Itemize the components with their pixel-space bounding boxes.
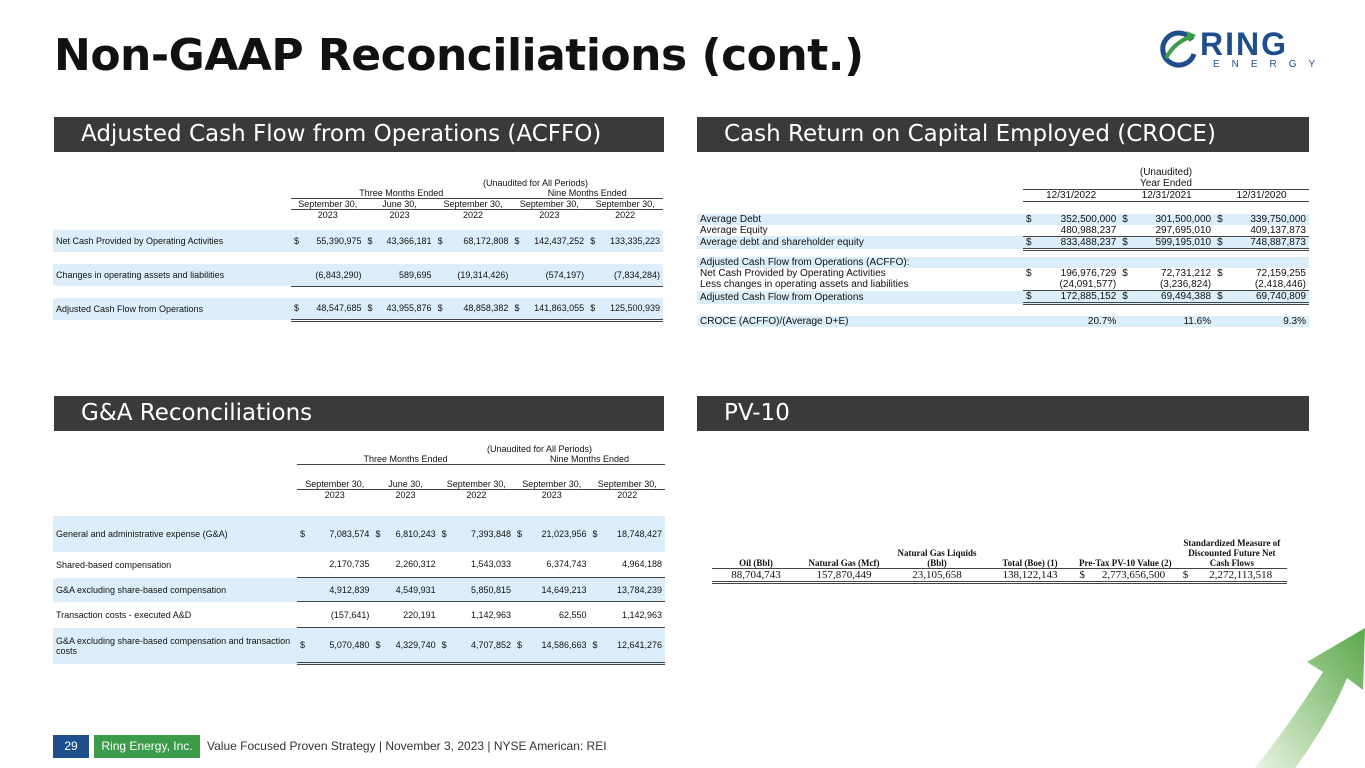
table-cell: Less changes in operating assets and liabilities (700, 279, 909, 291)
table-row (53, 516, 665, 552)
table-cell: $ (592, 528, 598, 539)
table-cell: $ (439, 628, 454, 664)
table-cell: $ (587, 298, 599, 320)
table-cell: September 30, (439, 479, 514, 490)
table-cell: 4,707,852 (453, 628, 514, 664)
table-cell (372, 552, 385, 578)
table-cell: 6,810,243 (395, 528, 436, 539)
table-cell: Changes in operating assets and liabilities (56, 270, 225, 280)
table-cell: 18,748,427 (616, 528, 662, 539)
ga-unaudited: (Unaudited for All Periods) (486, 444, 593, 454)
table-cell: Pre-Tax PV-10 Value (2) (1079, 558, 1172, 568)
table-cell: $ (297, 628, 312, 664)
table-cell: 14,586,663 (527, 628, 589, 664)
table-cell: CROCE (ACFFO)/(Average D+E) (700, 315, 849, 327)
table-cell: (6,843,290) (304, 264, 365, 286)
table-cell: 5,070,480 (312, 628, 373, 664)
table-cell: 589,695 (377, 264, 435, 286)
table-cell: 2023 (539, 210, 560, 220)
table-cell: Average debt and shareholder equity (700, 237, 864, 248)
table-row (697, 291, 1309, 304)
table-row (697, 257, 1309, 268)
table-cell: 1,142,963 (603, 602, 665, 628)
table-cell: 11.6% (1183, 315, 1212, 327)
table-cell: $ (1217, 213, 1223, 225)
ga-col-dates (53, 479, 665, 490)
table-cell: 43,366,181 (386, 236, 432, 246)
table-cell: $ (590, 236, 596, 246)
table-cell: $ (441, 528, 447, 539)
table-cell: $ (1023, 236, 1038, 249)
table-cell: $ (514, 236, 520, 246)
table-cell: Oil (Bbl) (739, 558, 773, 568)
table-cell (1119, 279, 1134, 291)
table-cell (291, 264, 304, 286)
table-cell: General and administrative expense (G&A) (56, 528, 228, 539)
table-cell: $ (511, 298, 523, 320)
ga-section-header: G&A Reconciliations (54, 396, 664, 431)
table-cell: $ (294, 236, 300, 246)
growth-arrow-icon (1245, 620, 1365, 768)
table-cell (511, 264, 523, 286)
acffo-col-years (53, 210, 663, 221)
ga-col-years (53, 489, 665, 500)
table-cell: 14,649,213 (527, 578, 589, 602)
table-cell: 4,329,740 (385, 628, 438, 664)
table-cell (1119, 316, 1134, 327)
table-row (53, 578, 665, 602)
table-cell: $ (1119, 236, 1134, 249)
table-cell: Adjusted Cash Flow from Operations (56, 304, 204, 314)
table-cell: Natural Gas Liquids (Bbl) (897, 548, 977, 568)
table-cell: 2023 (389, 210, 410, 220)
table-cell: $ (1217, 268, 1223, 279)
table-cell: 2,260,312 (385, 552, 438, 578)
table-cell (372, 602, 385, 628)
table-cell: $ (375, 528, 381, 539)
table-cell: 12,641,276 (603, 628, 665, 664)
table-cell: (574,197) (524, 264, 587, 286)
table-cell: $ (1119, 291, 1134, 304)
table-cell: 2,272,113,518 (1194, 569, 1287, 583)
table-cell: $ (1023, 291, 1038, 304)
table-cell: 4,964,188 (603, 552, 665, 578)
ring-arrow-icon (1156, 28, 1198, 70)
table-cell (1214, 316, 1229, 327)
table-cell (439, 578, 454, 602)
table-cell: $ (1122, 268, 1128, 279)
table-cell: 2022 (617, 489, 638, 500)
table-row (697, 268, 1309, 279)
table-cell (1023, 316, 1038, 327)
footer-tagline: Value Focused Proven Strategy | November 3, 2023 | NYSE American: REI (207, 739, 607, 753)
table-row (697, 279, 1309, 291)
croce-table (697, 167, 1309, 327)
table-cell: Transaction costs - executed A&D (56, 609, 192, 620)
table-cell: $ (1026, 268, 1032, 279)
table-row (53, 628, 665, 664)
table-cell: (24,091,577) (1038, 279, 1119, 291)
acffo-section-header: Adjusted Cash Flow from Operations (ACFFO) (54, 117, 664, 152)
table-cell: 352,500,000 (1060, 213, 1117, 225)
table-cell: 480,988,237 (1038, 225, 1119, 237)
table-cell (589, 578, 602, 602)
table-cell: 133,335,223 (609, 236, 660, 246)
table-cell: (7,834,284) (600, 264, 663, 286)
company-name: Ring Energy, Inc. (94, 735, 200, 758)
table-cell: 69,494,388 (1134, 291, 1214, 304)
pv10-section-header: PV-10 (697, 396, 1309, 431)
croce-unaudited: (Unaudited) (1139, 167, 1193, 178)
table-cell: 55,390,975 (316, 236, 362, 246)
table-cell (435, 264, 447, 286)
pv10-values (712, 569, 1287, 583)
table-cell: 2,170,735 (312, 552, 373, 578)
table-cell: 69,740,809 (1229, 291, 1309, 304)
table-cell: 2023 (324, 489, 345, 500)
table-cell (297, 602, 312, 628)
table-row (53, 264, 663, 286)
table-cell: 339,750,000 (1250, 213, 1306, 225)
table-cell: 748,887,873 (1229, 236, 1309, 249)
table-cell: September 30, (511, 199, 587, 210)
table-cell: $ (367, 236, 373, 246)
table-cell: $ (1074, 569, 1090, 583)
pv10-table (712, 538, 1287, 584)
table-cell: 48,547,685 (304, 298, 365, 320)
table-cell: September 30, (291, 199, 364, 210)
table-cell (364, 264, 376, 286)
table-cell: $ (435, 298, 447, 320)
table-cell: 301,500,000 (1155, 213, 1212, 225)
table-cell: 7,393,848 (471, 528, 512, 539)
table-cell: June 30, (372, 479, 438, 490)
table-cell: 1,543,033 (453, 552, 514, 578)
table-cell: Average Equity (700, 224, 768, 236)
table-cell: 409,137,873 (1229, 225, 1309, 237)
table-cell: 72,731,212 (1161, 268, 1212, 279)
pv10-headers (712, 538, 1287, 569)
table-cell (297, 578, 312, 602)
table-cell (1023, 225, 1038, 237)
table-cell: $ (517, 528, 523, 539)
table-row (697, 214, 1309, 225)
table-cell: 141,863,055 (524, 298, 587, 320)
acffo-nine-months: Nine Months Ended (511, 188, 663, 199)
table-cell (297, 552, 312, 578)
acffo-col-dates (53, 199, 663, 210)
table-cell: 599,195,010 (1134, 236, 1214, 249)
table-cell (1214, 225, 1229, 237)
acffo-three-months: Three Months Ended (291, 188, 511, 199)
table-cell: Shared-based compensation (56, 559, 172, 570)
table-cell (1023, 279, 1038, 291)
table-cell (514, 602, 527, 628)
table-cell: 6,374,743 (527, 552, 589, 578)
croce-col-headers (697, 190, 1309, 202)
croce-section-header: Cash Return on Capital Employed (CROCE) (697, 117, 1309, 152)
ga-table (53, 444, 665, 665)
ring-energy-logo (1156, 26, 1328, 74)
table-cell: 21,023,956 (541, 528, 587, 539)
table-cell: (19,314,426) (447, 264, 511, 286)
table-cell: September 30, (297, 479, 372, 490)
table-cell: (157,641) (312, 602, 373, 628)
croce-year-ended: Year Ended (1023, 178, 1309, 190)
table-row (697, 225, 1309, 237)
table-cell: Adjusted Cash Flow from Operations (700, 291, 864, 303)
table-cell: $ (437, 236, 443, 246)
table-cell: 142,437,252 (534, 236, 585, 246)
table-cell (514, 578, 527, 602)
page-title: Non-GAAP Reconciliations (cont.) (54, 30, 864, 81)
logo-word: RING (1200, 26, 1288, 62)
table-row (53, 552, 665, 578)
table-cell: $ (364, 298, 376, 320)
table-cell (439, 602, 454, 628)
table-cell: 2022 (462, 210, 484, 220)
table-cell: September 30, (587, 199, 663, 210)
table-cell: 23,105,658 (888, 569, 986, 583)
table-cell: 43,955,876 (377, 298, 435, 320)
table-cell: September 30, (589, 479, 665, 490)
table-cell (1214, 279, 1229, 291)
table-cell: 7,083,574 (329, 528, 370, 539)
table-cell (372, 578, 385, 602)
table-cell: 12/31/2021 (1119, 190, 1214, 202)
table-cell: 12/31/2022 (1023, 190, 1119, 202)
table-cell (514, 552, 527, 578)
table-cell (589, 602, 602, 628)
table-cell: $ (300, 528, 306, 539)
table-cell: Average Debt (700, 213, 761, 225)
table-cell: $ (1214, 291, 1229, 304)
table-cell: Net Cash Provided by Operating Activities (700, 268, 886, 279)
table-row (53, 602, 665, 628)
table-cell: 196,976,729 (1060, 268, 1117, 279)
table-cell: 220,191 (385, 602, 438, 628)
table-cell: 297,695,010 (1134, 225, 1214, 237)
table-cell: Total (Boe) (1) (1002, 558, 1058, 568)
table-cell: 172,885,152 (1038, 291, 1119, 304)
table-cell: 48,858,382 (447, 298, 511, 320)
table-cell: $ (291, 298, 304, 320)
table-cell: 9.3% (1283, 315, 1306, 327)
table-cell: 833,488,237 (1038, 236, 1119, 249)
table-cell: G&A excluding share-based compensation and transaction costs (56, 635, 291, 656)
table-row (697, 316, 1309, 327)
table-cell: $ (372, 628, 385, 664)
table-cell: Standardized Measure of Discounted Future Net Cash Flows (1183, 538, 1281, 568)
acffo-unaudited: (Unaudited for All Periods) (482, 178, 589, 188)
table-cell: September 30, (435, 199, 512, 210)
table-cell: 62,550 (527, 602, 589, 628)
logo-subtext: ENERGY (1213, 59, 1328, 70)
table-cell (439, 552, 454, 578)
table-cell (589, 552, 602, 578)
table-row (53, 230, 663, 252)
table-cell: 125,500,939 (600, 298, 663, 320)
table-row (53, 298, 663, 320)
table-cell: 1,142,963 (453, 602, 514, 628)
table-cell: 72,159,255 (1255, 268, 1306, 279)
table-cell: June 30, (364, 199, 434, 210)
table-cell: (2,418,446) (1229, 279, 1309, 291)
table-cell: $ (1122, 213, 1128, 225)
table-cell: 2,773,656,500 (1090, 569, 1176, 583)
ga-three-months: Three Months Ended (297, 454, 514, 465)
acffo-table (53, 178, 663, 322)
table-cell: $ (1026, 213, 1032, 225)
table-cell: 157,870,449 (800, 569, 888, 583)
table-cell (1119, 225, 1134, 237)
table-cell: 88,704,743 (712, 569, 800, 583)
table-cell: 2023 (317, 210, 338, 220)
table-cell: 68,172,808 (463, 236, 509, 246)
table-cell (587, 264, 599, 286)
table-cell: 2023 (395, 489, 416, 500)
table-cell: 5,850,815 (453, 578, 514, 602)
table-cell: 138,122,143 (986, 569, 1074, 583)
table-cell: $ (1177, 569, 1195, 583)
table-cell: September 30, (514, 479, 589, 490)
table-cell: 2022 (615, 210, 636, 220)
table-cell: 13,784,239 (603, 578, 665, 602)
table-cell: $ (514, 628, 527, 664)
table-cell: $ (589, 628, 602, 664)
table-cell: G&A excluding share-based compensation (56, 584, 227, 595)
table-cell: (3,236,824) (1134, 279, 1214, 291)
table-cell: 2022 (466, 489, 487, 500)
table-cell: $ (1214, 236, 1229, 249)
page-number: 29 (53, 735, 89, 758)
table-cell: Natural Gas (Mcf) (808, 558, 880, 568)
table-cell: 4,549,931 (385, 578, 438, 602)
table-cell: 2023 (541, 489, 562, 500)
table-cell: 20.7% (1087, 315, 1117, 327)
table-cell: 4,912,839 (312, 578, 373, 602)
ga-nine-months: Nine Months Ended (514, 454, 665, 465)
table-cell: 12/31/2020 (1214, 190, 1309, 202)
table-row (697, 236, 1309, 249)
table-cell: Adjusted Cash Flow from Operations (ACFFO): (700, 257, 910, 268)
table-cell: Net Cash Provided by Operating Activities (56, 236, 224, 246)
